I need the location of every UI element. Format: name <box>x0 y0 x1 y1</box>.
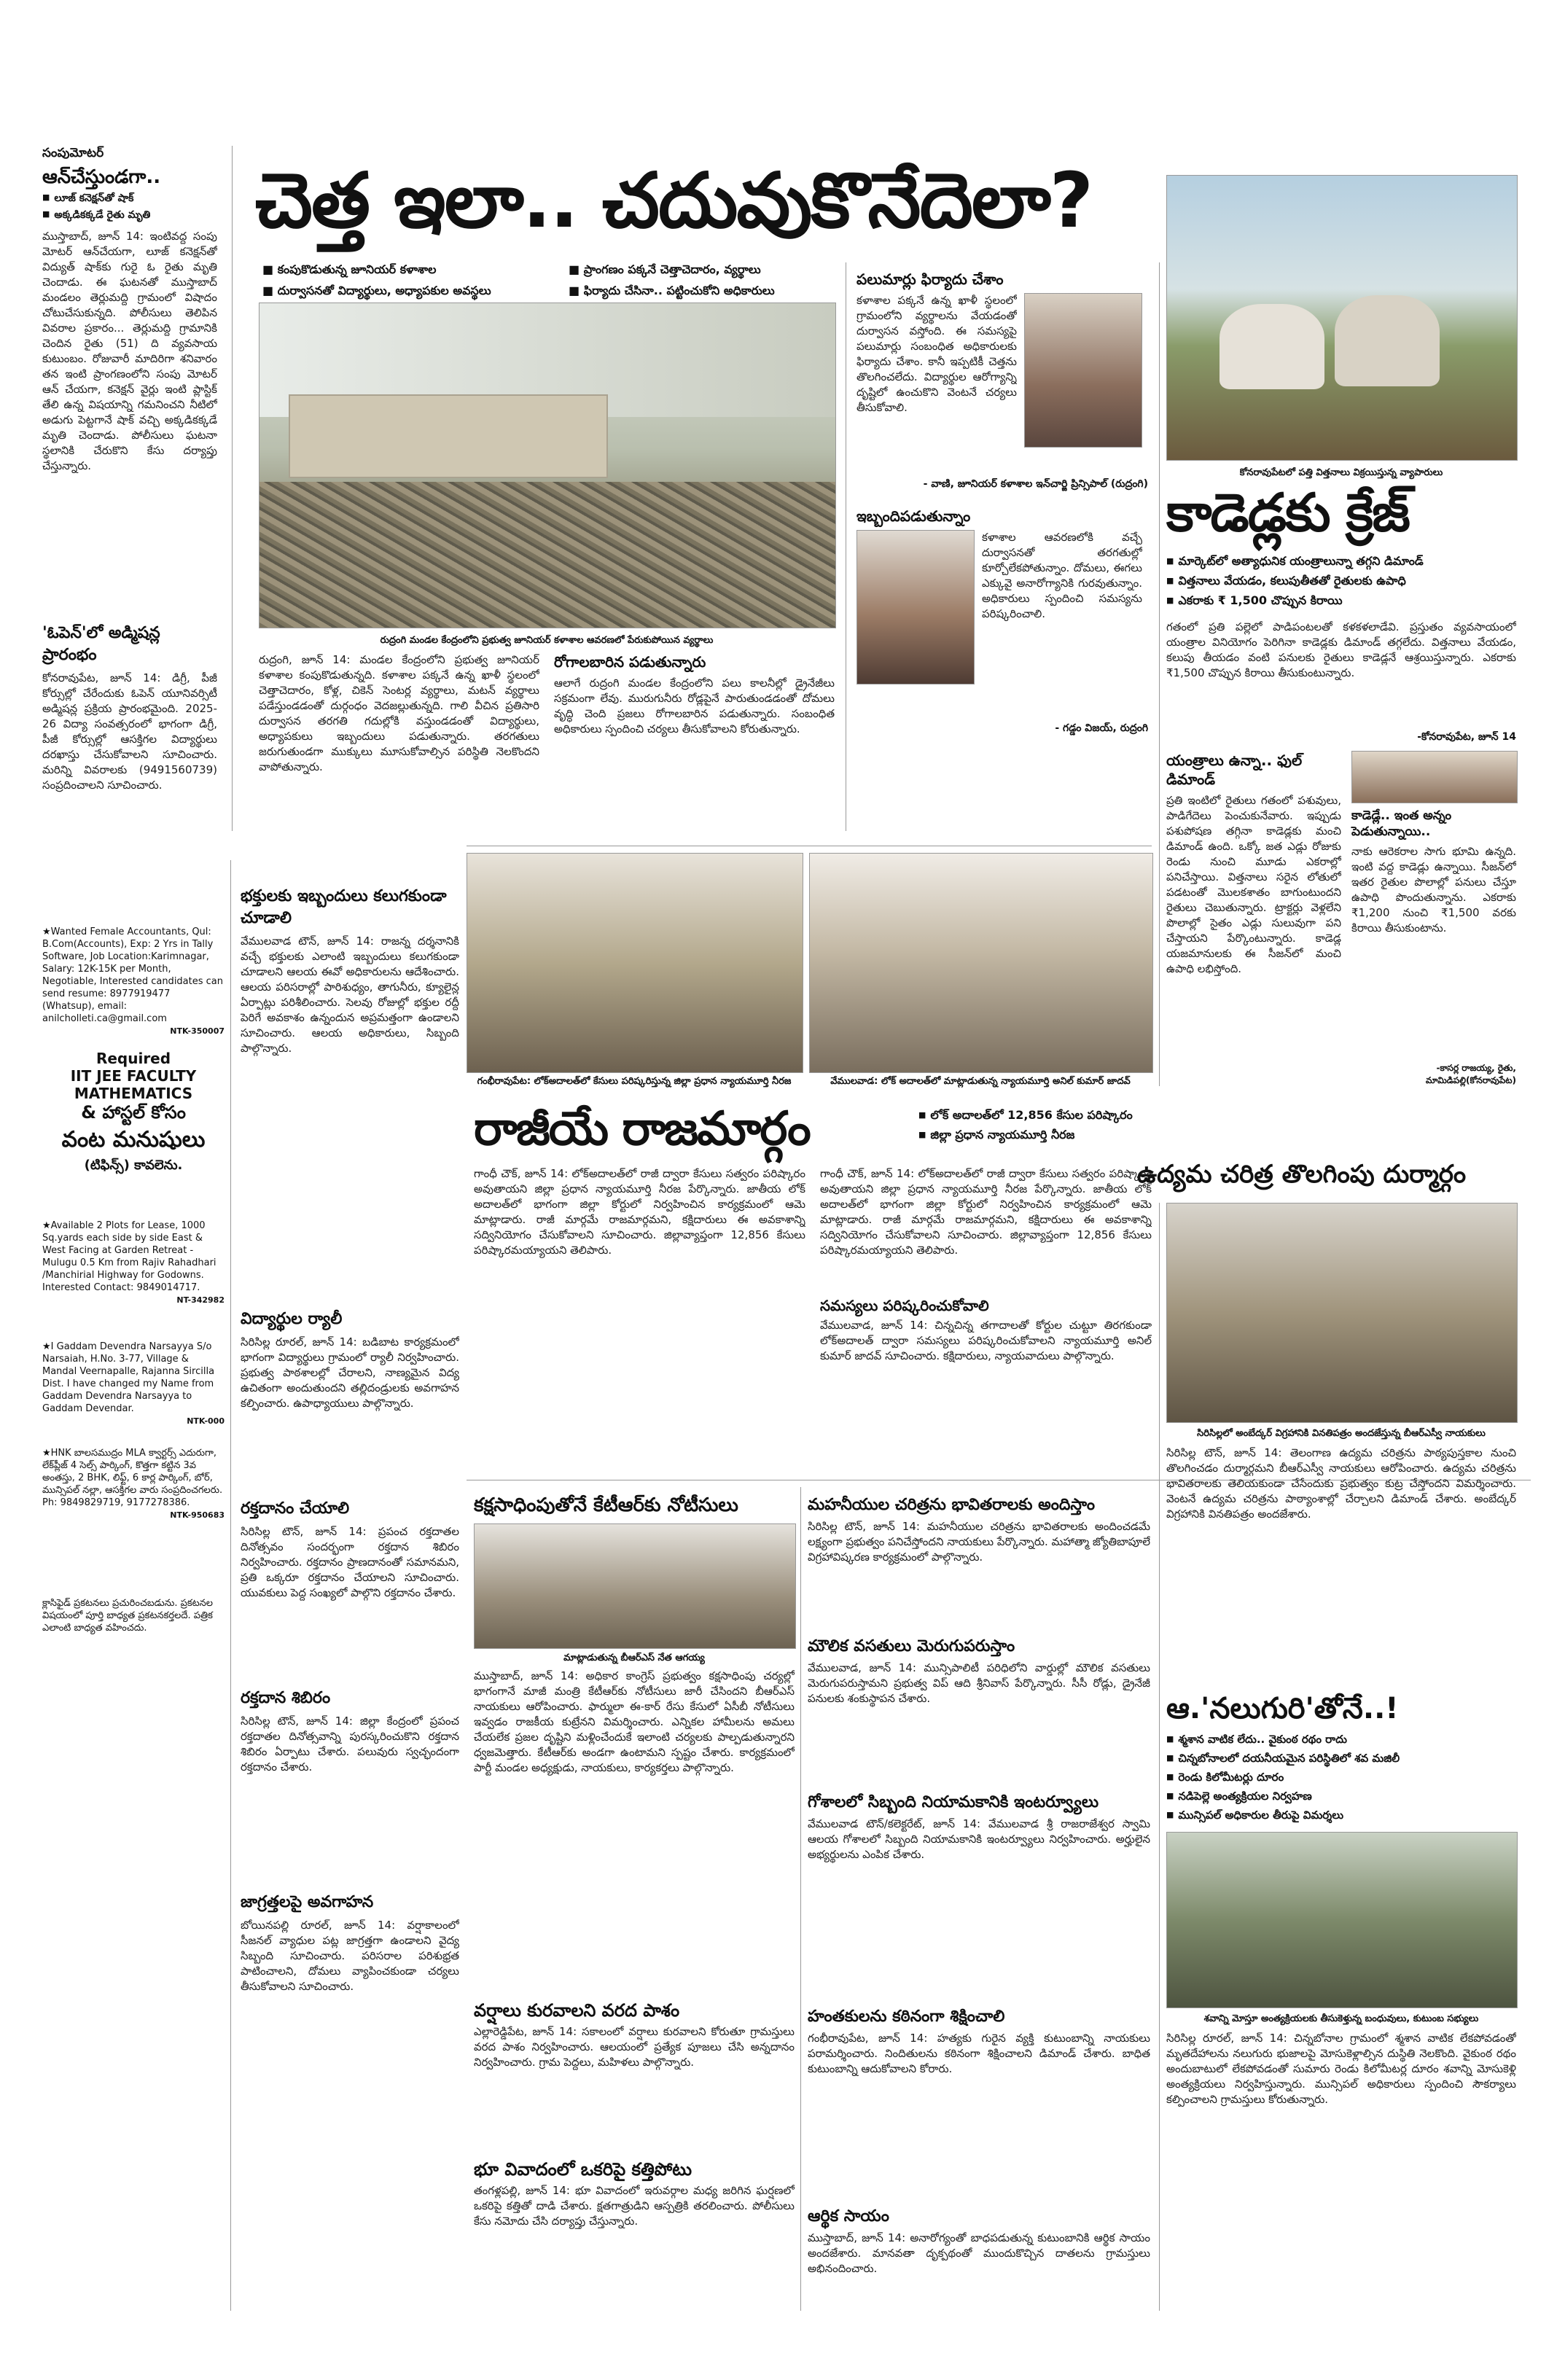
funeral-photo <box>1166 1832 1518 2008</box>
article-body: ముస్తాబాద్, జూన్ 14: అధికార కాంగ్రెస్ ప్రభుత్వం కక్షసాధింపు చర్యల్లో భాగంగానే మాజీ మంత్రి కేటీఆర్‌కు నోటీసులు జారీ చేసిందని బీఆర్ఎస్ నాయకులు ఆరోపించారు. ఫార్ములా ఈ-కార్ రేసు కేసులో ఏసీబీ నోటీసులు ఇవ్వడం రాజకీయ కుట్రేనని విమర్శించారు. ఎన్నికల హామీలను అమలు చేయలేక ప్రజల దృష్టిని మళ్లించేందుకే ఇలాంటి చర్యలకు పాల్పడుతున్నారని ధ్వజమెత్తారు. కేటీఆర్‌కు అండగా ఉంటామని స్పష్టం చేశారు. కార్యక్రమంలో పార్టీ మండల అధ్యక్షుడు, నాయకులు, కార్యకర్తలు పాల్గొన్నారు. <box>474 1669 795 1774</box>
photo-caption: కోనరావుపేటలో పత్తి విత్తనాలు విక్రయిస్తున్న వ్యాపారులు <box>1239 467 1443 478</box>
article-title: ఆన్‌చేస్తుండగా.. <box>42 166 161 188</box>
box-title: కాడెడ్లే.. ఇంత అన్నం పెడుతున్నాయి.. <box>1351 808 1452 839</box>
ad-line: Required <box>95 1050 171 1067</box>
point: ■ చిన్నబోనాలలో దయనీయమైన పరిస్థితిలో శవ మజిలీ <box>1166 1752 1516 1768</box>
divider <box>800 1487 801 2311</box>
ad-code: NT-342982 <box>176 1295 225 1305</box>
article-headline: ఉద్యమ చరిత్ర తొలగింపు దుర్మార్గం <box>1137 1160 1467 1189</box>
article-body: ప్రతి ఇంటిలో రైతులు గతంలో పశువులు, పాడిగేదెలు పెంచుకునేవారు. ఇప్పుడు పశుపోషణ తగ్గినా కాడెడ్లకు మంచి డిమాండ్ ఉంది. ఒక్కో జత ఎడ్లు రోజుకు రెండు నుంచి మూడు ఎకరాల్లో పనిచేస్తాయి. విత్తనాలు సరైన లోతులో పడటంతో మొలకశాతం బాగుంటుందని రైతులు చెబుతున్నారు. ట్రాక్టర్లు వెళ్లలేని పొలాల్లో సైతం ఎడ్లు సులువుగా పని చేస్తాయని పేర్కొంటున్నారు. కాడెడ్ల యజమానులకు ఈ సీజన్‌లో మంచి ఉపాధి లభిస్తోంది. <box>1166 794 1341 975</box>
article-points <box>918 1108 1152 1147</box>
article-body: సిరిసిల్ల టౌన్, జూన్ 14: తెలంగాణ ఉద్యమ చరిత్రను పాఠ్యపుస్తకాల నుంచి తొలగించడం దుర్మార్గమని బీఆర్ఎస్వీ నాయకులు ఆరోపించారు. ఉద్యమ చరిత్రను భావితరాలకు తెలియకుండా చేసేందుకు ప్రభుత్వం కుట్ర చేస్తోందని విమర్శించారు. వెంటనే ఉద్యమ చరిత్రను పాఠ్యాంశాల్లో చేర్చాలని డిమాండ్ చేశారు. అంబేద్కర్ విగ్రహానికి వినతిపత్రం అందజేశారు. <box>1166 1446 1516 1521</box>
divider <box>1159 262 1160 1086</box>
article-headline: కాడెడ్లకు క్రేజ్ <box>1166 482 1409 543</box>
court-body <box>474 1166 1152 1472</box>
left-column <box>42 146 217 904</box>
byline: - వాణి, జూనియర్ కళాశాల ఇన్‌చార్జి ప్రిన్సిపాల్ (రుద్రంగి) <box>923 478 1148 490</box>
right-column-lower <box>1166 751 1516 1143</box>
article-title: మౌలిక వసతులు మెరుగుపరుస్తాం <box>808 1637 1015 1655</box>
article-body: ముస్తాబాద్, జూన్ 14: ఇంటివద్ద సంపు మోటర్ ఆన్‌చేయగా, లూజ్ కనెక్షన్‌తో విద్యుత్ షాక్‌కు గురై ఓ రైతు మృతి చెందాడు. ఈ ఘటనతో ముస్తాబాద్ మండలం తెర్లుమద్ది గ్రామంలో విషాదం చోటుచేసుకున్నది. పోలీసులు తెలిపిన వివరాల ప్రకారం... తెర్లుమద్ది గ్రామానికి చెందిన రైతు (51) ది వ్యవసాయ కుటుంబం. రోజువారీ మాదిరిగా శనివారం తన ఇంటి ప్రాంగణంలోని సంపు మోటర్ ఆన్ చేయగా, కనెక్షన్ వైర్లు ఇంటి ప్లాస్టిక్ తేలి ఉన్న విషయాన్ని గమనించని నీటిలో అడుగు పెట్టగానే షాక్ వచ్చి అక్కడికక్కడే మృతి చెందాడు. పోలీసులు ఘటనా స్థలానికి చేరుకొని కేసు దర్యాప్తు చేస్తున్నారు. <box>42 230 217 472</box>
article-body: సిరిసిల్ల టౌన్, జూన్ 14: ప్రపంచ రక్తదాతల దినోత్సవం సందర్భంగా రక్తదాన శిబిరం నిర్వహించారు. రక్తదానం ప్రాణదానంతో సమానమని, ప్రతి ఒక్కరూ రక్తదానం చేయాలని సూచించారు. యువకులు పెద్ద సంఖ్యలో పాల్గొని రక్తదానం చేశారు. <box>241 1525 459 1599</box>
article-title: కక్షసాధింపుతోనే కేటీఆర్‌కు నోటీసులు <box>474 1494 738 1516</box>
box-body: నాకు ఆరెకరాల సాగు భూమి ఉన్నది. ఇంటి వద్ద కాడెడ్లు ఉన్నాయి. సీజన్‌లో ఇతర రైతుల పొలాల్లో పనులు చేస్తూ ఉపాధి పొందుతున్నాను. ఎకరాకు ₹1,200 నుంచి ₹1,500 వరకు కిరాయి తీసుకుంటాను. <box>1351 845 1516 935</box>
article-body: ఆలాగే రుద్రంగి మండల కేంద్రంలోని పలు కాలనీల్లో డ్రైనేజీలు సక్రమంగా లేవు. మురుగునీరు రోడ్లపైనే పారుతుండడంతో దోమలు వృద్ధి చెంది ప్రజలు రోగాలబారిన పడుతున్నారు. సంబంధిత అధికారులు స్పందించి చర్యలు తీసుకోవాలని కోరుతున్నారు. <box>554 676 835 736</box>
portrait-photo <box>1024 293 1142 448</box>
main-points <box>262 262 860 300</box>
point: ■ నడిపెల్లె అంత్యక్రియల నిర్వహణ <box>1166 1790 1516 1806</box>
ad-line: (టిఫిన్స్) కావలెను. <box>84 1158 183 1173</box>
article-body: వేములవాడ టౌన్, జూన్ 14: రాజన్న దర్శనానికి వచ్చే భక్తులకు ఎలాంటి ఇబ్బందులు కలుగకుండా చూడాలని ఆలయ ఈవో అధికారులను ఆదేశించారు. ఆలయ పరిసరాల్లో పారిశుధ్యం, తాగునీరు, క్యూలైన్ల ఏర్పాట్లు పరిశీలించారు. సెలవు రోజుల్లో భక్తుల రద్దీ పెరిగే అవకాశం ఉన్నందున అప్రమత్తంగా ఉండాలని సూచించారు. ఆలయ అధికారులు, సిబ్బంది పాల్గొన్నారు. <box>241 935 459 1055</box>
point: ■ ఎకరాకు ₹ 1,500 చొప్పున కిరాయి <box>1166 593 1516 610</box>
box-title: పలుమార్లు ఫిర్యాదు చేశాం <box>856 270 1004 288</box>
article-body: గాంధీ చౌక్, జూన్ 14: లోక్‌అదాలత్‌లో రాజీ ద్వారా కేసులు సత్వరం పరిష్కారం అవుతాయని జిల్లా ప్రధాన న్యాయమూర్తి నీరజ పేర్కొన్నారు. జాతీయ లోక్ అదాలత్‌లో భాగంగా జిల్లా కోర్టులో నిర్వహించిన కార్యక్రమంలో ఆమె మాట్లాడారు. రాజీ మార్గమే రాజమార్గమని, కక్షిదారులు ఈ అవకాశాన్ని సద్వినియోగం చేసుకోవాలని సూచించారు. జిల్లావ్యాప్తంగా 12,856 కేసులు పరిష్కారమయ్యాయని తెలిపారు. <box>474 1167 805 1257</box>
divider <box>1159 1203 1160 2311</box>
faculty-ad <box>42 1050 225 1176</box>
box-title: ఇబ్బందిపడుతున్నాం <box>856 507 971 525</box>
classified-ad <box>42 1341 225 1435</box>
box-body: కళాశాల పక్కనే ఉన్న ఖాళీ స్థలంలో గ్రామంలోని వ్యర్థాలను వేయడంతో దుర్వాసన వస్తోంది. ఈ సమస్యపై పలుమార్లు సంబంధిత అధికారులకు ఫిర్యాదు చేశాం. కానీ ఇప్పటికీ చెత్తను తొలగించలేదు. విద్యార్థుల ఆరోగ్యాన్ని దృష్టిలో ఉంచుకొని వెంటనే చర్యలు తీసుకోవాలి. <box>856 294 1017 414</box>
article-points <box>1166 554 1516 613</box>
bullocks-photo <box>1166 175 1518 461</box>
ads-column <box>42 926 225 1714</box>
article-body: సిరిసిల్ల టౌన్, జూన్ 14: మహనీయుల చరిత్రను భావితరాలకు అందించడమే లక్ష్యంగా ప్రభుత్వం పనిచేస్తోందని నాయకులు పేర్కొన్నారు. మహాత్మా జ్యోతిబాపూలే విగ్రహావిష్కరణ కార్యక్రమంలో పాల్గొన్నారు. <box>808 1520 1150 1564</box>
ad-line: వంట మనుషులు <box>61 1127 206 1152</box>
byline: - గడ్డం విజయ్, రుద్రంగి <box>1055 722 1148 734</box>
classified-note: క్లాసిఫైడ్ ప్రకటనలు ప్రచురించబడును. ప్రకటనల విషయంలో పూర్తి బాధ్యత ప్రకటనకర్తలదే. పత్రిక ఎలాంటి బాధ్యత వహించదు. <box>42 1598 213 1634</box>
portrait-photo <box>856 530 975 684</box>
bottom-col-c <box>1166 1203 1516 2184</box>
classified-ad <box>42 1220 225 1329</box>
article-body: వేములవాడ, జూన్ 14: చిన్నచిన్న తగాదాలతో కోర్టుల చుట్టూ తిరగకుండా లోక్‌అదాలత్ ద్వారా సమస్యలు పరిష్కరించుకోవాలని న్యాయమూర్తి అనిల్ కుమార్ జాదవ్ సూచించారు. కక్షిదారులు, న్యాయవాదులు పాల్గొన్నారు. <box>820 1319 1152 1362</box>
box-body: కళాశాల ఆవరణలోకి వచ్చే దుర్వాసనతో తరగతుల్లో కూర్చోలేకపోతున్నాం. దోమలు, ఈగలు ఎక్కువై అనారోగ్యానికి గురవుతున్నాం. అధికారులు స్పందించి సమస్యను పరిష్కరించాలి. <box>982 531 1142 620</box>
article-body: సిరిసిల్ల రూరల్, జూన్ 14: బడిబాట కార్యక్రమంలో భాగంగా విద్యార్థులు గ్రామంలో ర్యాలీ నిర్వహించారు. ప్రభుత్వ పాఠశాలల్లో చేరాలని, నాణ్యమైన విద్య ఉచితంగా అందుతుందని తల్లిదండ్రులకు అవగాహన కల్పించారు. ఉపాధ్యాయులు పాల్గొన్నారు. <box>241 1335 459 1410</box>
quote-box <box>856 270 1148 736</box>
article-points <box>1166 1733 1516 1825</box>
farmer-photo <box>1351 751 1518 803</box>
ad-code: NTK-000 <box>187 1416 225 1426</box>
protest-photo <box>1166 1203 1518 1423</box>
article-body: రుద్రంగి, జూన్ 14: మండల కేంద్రంలోని ప్రభుత్వ జూనియర్ కళాశాల కంపుకొడుతున్నది. కళాశాల పక్కనే ఉన్న ఖాళీ స్థలంలో చెత్తాచెదారం, కోళ్ల, చికెన్ సెంటర్ల వ్యర్థాలు, మటన్ వ్యర్థాలు పడేస్తుండడంతో దుర్గంధం వెదజల్లుతున్నది. గాలి వీచిన ప్రతిసారి దుర్వాసన తరగతి గదుల్లోకి వస్తుండడంతో విద్యార్థులు, అధ్యాపకులు ఇబ్బందులు పడుతున్నారు. తరగతులు జరుగుతుండగా ముక్కులు మూసుకోవాల్సిన పరిస్థితి నెలకొందని వాపోతున్నారు. <box>259 653 539 773</box>
court-photo-2 <box>809 853 1153 1073</box>
point: ■ జిల్లా ప్రధాన న్యాయమూర్తి నీరజ <box>918 1128 1152 1144</box>
divider <box>230 860 231 2311</box>
article-title: గోశాలలో సిబ్బంది నియామకానికి ఇంటర్వ్యూలు <box>808 1793 1099 1811</box>
point: ■ ప్రాంగణం పక్కనే చెత్తాచెదారం, వ్యర్థాలు <box>569 262 761 276</box>
point: ■ ఫిర్యాదు చేసినా.. పట్టించుకోని అధికారులు <box>569 284 775 297</box>
article-body: గతంలో ప్రతి పల్లెలో పాడిపంటలతో కళకళలాడేవి. ప్రస్తుతం వ్యవసాయంలో యంత్రాల వినియోగం పెరిగినా కాడెడ్లకు డిమాండ్ తగ్గలేదు. విత్తనాలు వేయడం, కలుపు తీయడం వంటి పనులకు రైతులు కాడెడ్లనే ఆశ్రయిస్తున్నారు. ఎకరాకు ₹1,500 చొప్పున కిరాయి తీసుకుంటున్నారు. <box>1166 620 1516 679</box>
article-body: ముస్తాబాద్, జూన్ 14: అనారోగ్యంతో బాధపడుతున్న కుటుంబానికి ఆర్థిక సాయం అందజేశారు. మానవతా దృక్పథంతో ముందుకొచ్చిన దాతలను గ్రామస్తులు అభినందించారు. <box>808 2231 1150 2275</box>
article-points <box>42 192 217 223</box>
main-photo <box>259 303 836 628</box>
point: ■ శ్మశాన వాటిక లేదు.. వైకుంఠ రథం రాదు <box>1166 1733 1516 1749</box>
ad-code: NTK-350007 <box>170 1026 225 1035</box>
subheading: యంత్రాలు ఉన్నా.. ఫుల్ డిమాండ్ <box>1166 752 1303 788</box>
article-body: వేములవాడ టౌన్/కలెక్టరేట్, జూన్ 14: వేములవాడ శ్రీ రాజరాజేశ్వర స్వామి ఆలయ గోశాలలో సిబ్బంది నియామకానికి ఇంటర్వ్యూలు నిర్వహించారు. అర్హులైన అభ్యర్థులను ఎంపిక చేశారు. <box>808 1817 1150 1861</box>
point: ■ దుర్వాసనతో విద్యార్థులు, అధ్యాపకుల అవస్థలు <box>262 284 491 297</box>
photo-caption: మాట్లాడుతున్న బీఆర్ఎస్ నేత ఆగయ్య <box>563 1653 705 1663</box>
article-body: తంగళ్లపల్లి, జూన్ 14: భూ వివాదంలో ఇరువర్గాల మధ్య జరిగిన ఘర్షణలో ఒకరిపై కత్తితో దాడి చేశారు. క్షతగాత్రుడిని ఆస్పత్రికి తరలించారు. పోలీసులు కేసు నమోదు చేసి దర్యాప్తు చేస్తున్నారు. <box>474 2184 795 2228</box>
article-title: వర్షాలు కురవాలని వరద పాశం <box>474 2000 680 2021</box>
article-title: మహనీయుల చరిత్రను భావితరాలకు అందిస్తాం <box>808 1496 1096 1514</box>
main-headline: చెత్త ఇలా.. చదువుకొనేదెలా? <box>255 156 1093 245</box>
left-articles <box>241 886 459 2137</box>
point: ■ రెండు కిలోమీటర్లు దూరం <box>1166 1771 1516 1787</box>
article-headline: రాజీయే రాజమార్గం <box>474 1102 810 1156</box>
point: ■ మున్సిపల్ అధికారుల తీరుపై విమర్శలు <box>1166 1809 1516 1825</box>
point: ■ లూజ్ కనెక్షన్‌తో షాక్ <box>42 192 217 206</box>
classified-ad <box>42 926 225 1035</box>
kicker: సంపుమోటర్ <box>42 146 104 160</box>
ad-text: ★Wanted Female Accountants, Qul: B.Com(Accounts), Exp: 2 Yrs in Tally Software, Job Location:Karimnagar, Salary: 12K-15K per Month, Negotiable, Interested candidates can send resume: 8977919477 (Whatsup), email: anilcholleti.ca@gmail.com <box>42 926 223 1024</box>
article-body: గాంధీ చౌక్, జూన్ 14: లోక్‌అదాలత్‌లో రాజీ ద్వారా కేసులు సత్వరం పరిష్కారం అవుతాయని జిల్లా ప్రధాన న్యాయమూర్తి నీరజ పేర్కొన్నారు. జాతీయ లోక్ అదాలత్‌లో భాగంగా జిల్లా కోర్టులో నిర్వహించిన కార్యక్రమంలో ఆమె మాట్లాడారు. రాజీ మార్గమే రాజమార్గమని, కక్షిదారులు ఈ అవకాశాన్ని సద్వినియోగం చేసుకోవాలని సూచించారు. జిల్లావ్యాప్తంగా 12,856 కేసులు పరిష్కారమయ్యాయని తెలిపారు. <box>820 1167 1152 1257</box>
article-title: భూ వివాదంలో ఒకరిపై కత్తిపోటు <box>474 2159 692 2180</box>
article-title: విద్యార్థుల ర్యాలీ <box>241 1310 343 1328</box>
byline: -కాసర్ల రాజయ్య, రైతు, మామిడిపల్లి(కోనరావుపేట) <box>1425 1063 1516 1085</box>
subheading: రోగాలబారిన పడుతున్నారు <box>554 653 706 671</box>
divider <box>232 146 233 831</box>
ad-text: ★Available 2 Plots for Lease, 1000 Sq.yards each side by side East & West Facing at Garden Retreat - Mulugu 0.5 Km from Rajiv Rahadhari /Manchirial Highway for Godowns. Interested Contact: 9849014717. <box>42 1220 216 1293</box>
bottom-col-b <box>808 1494 1150 2333</box>
ad-text: ★HNK బాలసముద్రం MLA క్వార్టర్స్ ఎదురుగా, లేక్‌ప్లీజ్ 4 సెల్స్ పార్కింగ్, కొత్తగా కట్టిన 3వ అంతస్తు, 2 BHK, లిఫ్ట్, 6 కార్ల పార్కింగ్, బోర్, మున్సిపల్ నల్లా, ఆసక్తిగల వారు సంప్రదించగలరు. Ph: 9849829719, 9177278386. <box>42 1448 223 1508</box>
point: ■ మార్కెట్‌లో అత్యాధునిక యంత్రాలున్నా తగ్గని డిమాండ్ <box>1166 554 1516 571</box>
article-title: జాగ్రత్తలపై అవగాహన <box>241 1893 374 1911</box>
article-title: భక్తులకు ఇబ్బందులు కలుగకుండా చూడాలి <box>241 887 447 927</box>
article-title: హంతకులను కఠినంగా శిక్షించాలి <box>808 2008 1005 2026</box>
ad-text: ★I Gaddam Devendra Narsayya S/o Narsaiah, H.No. 3-77, Village & Mandal Veernapalle, Rajanna Sircilla Dist. I have changed my Name from Gaddam Devendra Narsayya to Gaddam Devendar. <box>42 1341 215 1414</box>
court-photo-1 <box>467 853 803 1073</box>
point: ■ కంపుకొడుతున్న జూనియర్ కళాశాల <box>262 262 437 276</box>
bottom-col-a <box>474 1494 795 2358</box>
article-body: ఎల్లారెడ్డిపేట, జూన్ 14: సకాలంలో వర్షాలు కురవాలని కోరుతూ గ్రామస్తులు వరద పాశం నిర్వహించారు. ఆలయంలో ప్రత్యేక పూజలు చేసి అన్నదానం నిర్వహించారు. గ్రామ పెద్దలు, మహిళలు పాల్గొన్నారు. <box>474 2025 795 2069</box>
point: ■ విత్తనాలు వేయడం, కలుపుతీతతో రైతులకు ఉపాధి <box>1166 574 1516 590</box>
politician-photo <box>474 1523 796 1649</box>
point: ■ అక్కడికక్కడే రైతు మృతి <box>42 209 217 223</box>
article-title: 'ఓపెన్'లో అడ్మిషన్ల ప్రారంభం <box>42 624 160 664</box>
byline: -కోనరావుపేట, జూన్ 14 <box>1417 731 1516 743</box>
article-title: రక్తదానం చేయాలి <box>241 1499 350 1518</box>
photo-caption: రుద్రంగి మండల కేంద్రంలోని ప్రభుత్వ జూనియర్ కళాశాల ఆవరణలో పేరుకుపోయిన వ్యర్థాలు <box>380 635 714 646</box>
point: ■ లోక్ అదాలత్‌లో 12,856 కేసుల పరిష్కారం <box>918 1108 1152 1125</box>
classified-ad <box>42 1447 225 1585</box>
subheading: సమస్యలు పరిష్కరించుకోవాలి <box>820 1297 989 1314</box>
ad-line: MATHEMATICS <box>74 1085 193 1102</box>
ad-code: NTK-950683 <box>170 1510 225 1520</box>
article-body: బోయినపల్లి రూరల్, జూన్ 14: వర్షాకాలంలో సీజనల్ వ్యాధుల పట్ల జాగ్రత్తగా ఉండాలని వైద్య సిబ్బంది సూచించారు. పరిసరాల పరిశుభ్రత పాటించాలని, దోమలు వ్యాపించకుండా చర్యలు తీసుకోవాలని సూచించారు. <box>241 1919 459 1993</box>
photo-caption: వేములవాడ: లోక్ అదాలత్‌లో మాట్లాడుతున్న న్యాయమూర్తి అనిల్ కుమార్ జాదవ్ <box>830 1076 1131 1087</box>
photo-caption: గంభీరావుపేట: లోక్‌అదాలత్‌లో కేసులు పరిష్కరిస్తున్న జిల్లా ప్రధాన న్యాయమూర్తి నీరజ <box>477 1076 792 1087</box>
main-body-columns <box>259 652 835 836</box>
ad-line: & హాస్టల్ కోసం <box>81 1102 186 1123</box>
article-headline: ఆ.'నలుగురి'తోనే..! <box>1166 1692 1399 1725</box>
article-body: కోనరావుపేట, జూన్ 14: డిగ్రీ, పీజీ కోర్సుల్లో చేరేందుకు ఓపెన్ యూనివర్సిటీ అడ్మిషన్ల ప్రక్రియ ప్రారంభమైంది. 2025-26 విద్యా సంవత్సరంలో భాగంగా డిగ్రీ, పీజీ కోర్సుల్లో ఆసక్తిగల విద్యార్థులు దరఖాస్తు చేసుకోవాలని సూచించారు. మరిన్ని వివరాలకు (9491560739) సంప్రదించాలని సూచించారు. <box>42 671 217 792</box>
article-title: రక్తదాన శిబిరం <box>241 1689 331 1707</box>
photo-caption: శవాన్ని మోస్తూ అంత్యక్రియలకు తీసుకెళ్తున్న బంధువులు, కుటుంబ సభ్యులు <box>1203 2013 1479 2024</box>
ad-line: IIT JEE FACULTY <box>70 1067 197 1085</box>
article-body: సిరిసిల్ల టౌన్, జూన్ 14: జిల్లా కేంద్రంలో ప్రపంచ రక్తదాతల దినోత్సవాన్ని పురస్కరించుకొని రక్తదాన శిబిరం ఏర్పాటు చేశారు. పలువురు స్వచ్ఛందంగా రక్తదానం చేశారు. <box>241 1714 459 1774</box>
article-body: సిరిసిల్ల రూరల్, జూన్ 14: చిన్నబోనాల గ్రామంలో శ్మశాన వాటిక లేకపోవడంతో మృతదేహాలను నలుగురు భుజాలపై మోసుకెళ్లాల్సిన దుస్థితి నెలకొంది. వైకుంఠ రథం అందుబాటులో లేకపోవడంతో సుమారు రెండు కిలోమీటర్ల దూరం శవాన్ని మోసుకెళ్లి అంత్యక్రియలు నిర్వహిస్తున్నారు. మున్సిపల్ అధికారులు స్పందించి సౌకర్యాలు కల్పించాలని గ్రామస్తులు కోరుతున్నారు. <box>1166 2032 1516 2106</box>
photo-caption: సిరిసిల్లలో అంబేద్కర్ విగ్రహానికి వినతిపత్రం అందజేస్తున్న బీఆర్ఎస్వీ నాయకులు <box>1197 1428 1486 1439</box>
article-body: గంభీరావుపేట, జూన్ 14: హత్యకు గురైన వ్యక్తి కుటుంబాన్ని నాయకులు పరామర్శించారు. నిందితులను కఠినంగా శిక్షించాలని డిమాండ్ చేశారు. బాధిత కుటుంబాన్ని ఆదుకోవాలని కోరారు. <box>808 2032 1150 2075</box>
article-title: ఆర్థిక సాయం <box>808 2207 889 2225</box>
article-body: వేములవాడ, జూన్ 14: మున్సిపాలిటీ పరిధిలోని వార్డుల్లో మౌలిక వసతులు మెరుగుపరుస్తామని ప్రభుత్వ విప్ ఆది శ్రీనివాస్ పేర్కొన్నారు. సీసీ రోడ్లు, డ్రైనేజీ పనులకు శంకుస్థాపన చేశారు. <box>808 1661 1150 1705</box>
